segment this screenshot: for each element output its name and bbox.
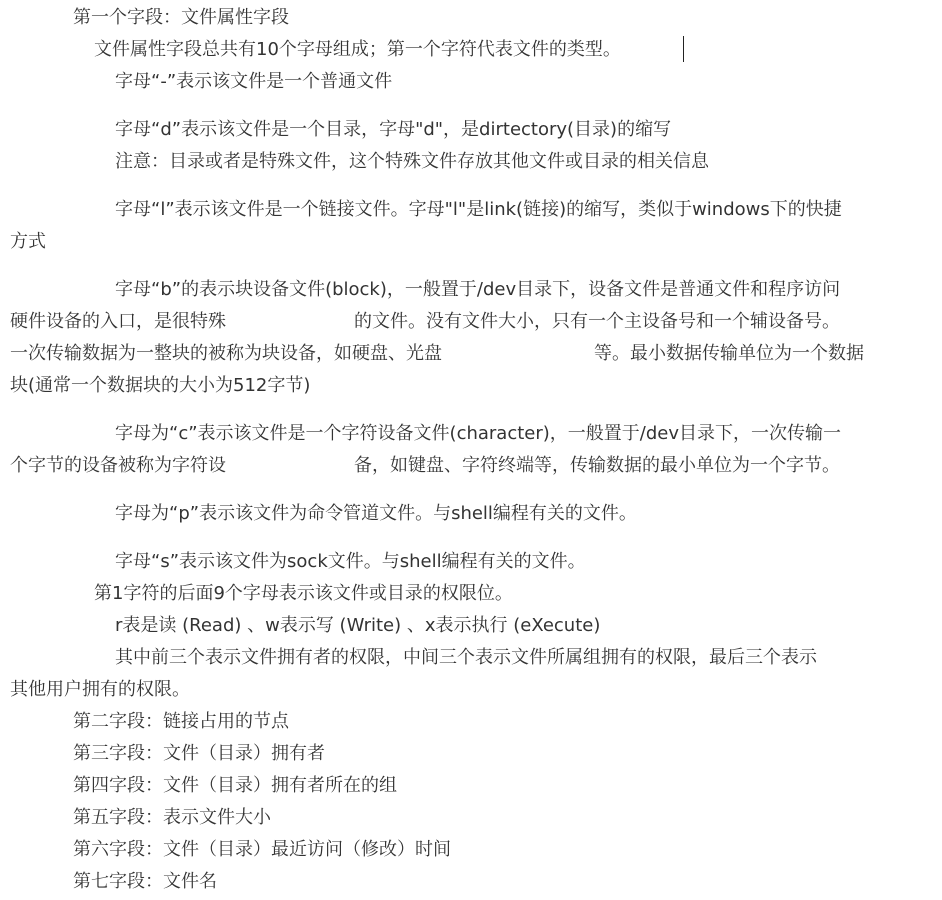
field1-heading: 第一个字段：文件属性字段 [73,7,289,28]
permission-groups-line2: 其他用户拥有的权限。 [10,679,190,700]
type-l-line1: 字母“l”表示该文件是一个链接文件。字母"l"是link(链接)的缩写，类似于windows下的快捷 [115,199,842,220]
field1-intro: 文件属性字段总共有10个字母组成；第一个字符代表文件的类型。 [94,39,621,60]
type-b-line3b: 等。最小数据传输单位为一个数据 [594,343,864,364]
field3-text: 第三字段：文件（目录）拥有者 [73,743,325,764]
permission-groups-line1: 其中前三个表示文件拥有者的权限，中间三个表示文件所属组拥有的权限，最后三个表示 [115,647,817,668]
text-caret [683,36,684,62]
field4-text: 第四字段：文件（目录）拥有者所在的组 [73,775,397,796]
field7-text: 第七字段：文件名 [73,871,217,892]
type-c-line2a: 个字节的设备被称为字符设 [10,455,226,476]
type-d-note: 注意：目录或者是特殊文件，这个特殊文件存放其他文件或目录的相关信息 [115,151,709,172]
permission-intro: 第1字符的后面9个字母表示该文件或目录的权限位。 [94,583,513,604]
type-s-text: 字母“s”表示该文件为sock文件。与shell编程有关的文件。 [115,551,586,572]
type-d-text: 字母“d”表示该文件是一个目录，字母"d"，是dirtectory(目录)的缩写 [115,119,672,140]
type-b-line4: 块(通常一个数据块的大小为512字节) [10,375,311,396]
field5-text: 第五字段：表示文件大小 [73,807,271,828]
type-l-line2: 方式 [10,231,46,252]
type-p-text: 字母为“p”表示该文件为命令管道文件。与shell编程有关的文件。 [115,503,637,524]
type-dash-text: 字母“-”表示该文件是一个普通文件 [115,71,393,92]
type-b-line3a: 一次传输数据为一整块的被称为块设备，如硬盘、光盘 [10,343,442,364]
type-b-line1: 字母“b”的表示块设备文件(block)，一般置于/dev目录下，设备文件是普通文件和程序访问 [115,279,841,300]
permission-rwx: r表是读 (Read) 、w表示写 (Write) 、x表示执行 (eXecute) [115,615,601,636]
field6-text: 第六字段：文件（目录）最近访问（修改）时间 [73,839,451,860]
field2-text: 第二字段：链接占用的节点 [73,711,289,732]
type-b-line2b: 的文件。没有文件大小，只有一个主设备号和一个辅设备号。 [354,311,840,332]
type-c-line1: 字母为“c”表示该文件是一个字符设备文件(character)，一般置于/dev目录下，一次传输一 [115,423,841,444]
type-c-line2b: 备，如键盘、字符终端等，传输数据的最小单位为一个字节。 [354,455,840,476]
type-b-line2a: 硬件设备的入口，是很特殊 [10,311,226,332]
